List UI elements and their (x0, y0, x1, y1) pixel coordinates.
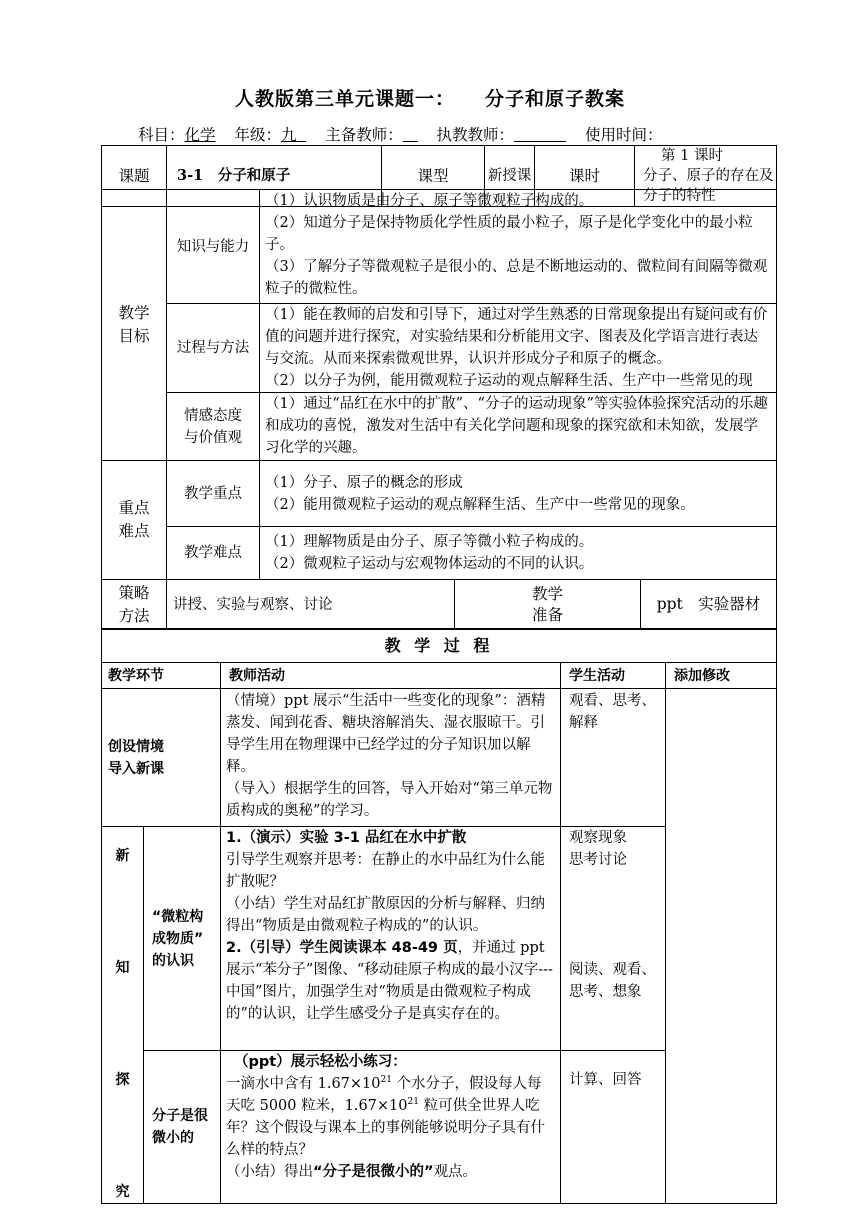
new-char-2: 知 (115, 960, 130, 976)
hours-line1: 第 1 课时 (661, 148, 723, 164)
knowledge-item-1: （1）认识物质是由分子、原子等微观粒子构成的。 (265, 193, 594, 209)
exec-teacher-label: 执教教师： (436, 126, 515, 144)
difficulty-text (260, 527, 777, 580)
focus-text (260, 461, 777, 527)
emotion-label (167, 393, 260, 461)
micro-s1-1: 观察现象 (569, 830, 627, 846)
process-text (260, 304, 777, 393)
subject-label: 科目： (138, 126, 185, 144)
use-time-label: 使用时间： (584, 126, 663, 144)
micro-t1-summary: （小结）学生对品红扩散原因的分析与解释、归纳得出“物质是由微观粒子构成的”的认识。 (226, 896, 545, 934)
intro-stage-1: 创设情境 (108, 738, 164, 755)
micro-teacher (221, 827, 561, 1051)
small-student: 计算、回答 (561, 1051, 666, 1204)
emotion-text (260, 393, 777, 461)
intro-stage-2: 导入新课 (108, 760, 164, 777)
new-knowledge-label (102, 827, 144, 1204)
small-t-b: 个水分子，假设每人每天吃 5000 粒米，1.67×10 (226, 1076, 542, 1115)
new-char-1: 新 (115, 848, 130, 864)
small-teacher (221, 1051, 561, 1204)
col-notes: 添加修改 (666, 663, 777, 689)
difficulty-label: 教学难点 (167, 527, 260, 580)
small-exp-1: 21 (380, 1075, 392, 1086)
micro-t2-body: ，并通过 ppt 展示“苯分子”图像、“移动硅原子构成的最小汉字---中国”图片，加强学生对“物质是由微观粒子构成的”的认识，让学生感受分子是真实存在的。 (226, 940, 553, 1022)
process-item-2: （2）以分子为例，能用微观粒子运动的观点解释生活、生产中一些常见的现 (265, 373, 753, 389)
small-label-1: 分子是很 (152, 1108, 208, 1125)
small-label (144, 1051, 221, 1204)
knowledge-label: 知识与能力 (167, 190, 260, 304)
knowledge-item-2: （2）知道分子是保持物质化学性质的最小粒子，原子是化学变化中的最小粒子。 (265, 215, 753, 253)
meta-line (138, 123, 663, 145)
small-t-c: 粒可供全世界人吃年？这个假设与课本上的事例能够说明分子具有什么样的特点？ (226, 1098, 545, 1159)
page-title (0, 84, 860, 111)
col-student: 学生活动 (561, 663, 666, 689)
type-label: 课型 (382, 146, 485, 207)
focus-item-1: （1）分子、原子的概念的形成 (265, 474, 463, 491)
micro-s2-1: 阅读、观看、 (569, 962, 656, 978)
micro-t2-title: 2.（引导）学生阅读课本 48-49 页 (226, 940, 458, 956)
small-exp-2: 21 (407, 1097, 419, 1108)
micro-t1-title: 1.（演示）实验 3-1 品红在水中扩散 (226, 830, 467, 846)
small-label-2: 微小的 (152, 1130, 194, 1147)
new-char-4: 究 (115, 1184, 130, 1200)
process-title: 教 学 过 程 (102, 629, 777, 663)
goals-label-text: 教学目标 (118, 304, 150, 345)
intro-student: 观看、思考、解释 (561, 689, 666, 827)
hours-line2: 分子、原子的存在及分子的特性 (643, 168, 774, 204)
prep-label-1: 教学 (531, 584, 563, 603)
small-t-title: （ppt）展示轻松小练习： (234, 1054, 407, 1071)
strategy-label (102, 580, 167, 630)
micro-label (144, 827, 221, 1051)
process-label: 过程与方法 (167, 304, 260, 393)
micro-label-1: “微粒构 (152, 908, 204, 925)
main-teacher-blank (403, 126, 418, 144)
micro-t1-body: 引导学生观察并思考：在静止的水中品红为什么能扩散呢？ (226, 852, 545, 890)
intro-teacher (221, 689, 561, 827)
notes-cell (666, 689, 777, 1204)
keypoints-label (102, 461, 167, 580)
emotion-item-1: （1）通过“品红在水中的扩散”、“分子的运动现象”等实验体验探究活动的乐趣和成功的喜悦，激发对生活中有关化学问题和现象的探究欲和未知欲，发展学习化学的兴趣。 (265, 396, 768, 456)
prep-label (455, 580, 641, 630)
difficulty-item-1: （1）理解物质是由分子、原子等微小粒子构成的。 (265, 534, 594, 550)
emotion-label-1: 情感态度 (184, 407, 242, 424)
keypoints-label-text: 重点难点 (118, 499, 150, 540)
hours-label: 课时 (569, 166, 601, 185)
process-table (101, 628, 777, 1204)
topic-label: 课题 (102, 146, 167, 207)
subject-value: 化学 (184, 126, 216, 144)
emotion-label-2: 与价值观 (184, 429, 242, 446)
micro-student (561, 827, 666, 1051)
intro-stage (102, 689, 221, 827)
small-summary-b: “分子是很微小的” (313, 1164, 434, 1181)
focus-label: 教学重点 (167, 461, 260, 527)
title-left: 人教版第三单元课题一： (234, 88, 455, 110)
micro-label-2: 成物质” (152, 930, 204, 947)
goals-table (101, 189, 777, 630)
grade-label: 年级： (234, 126, 281, 144)
goals-label (102, 190, 167, 461)
col-stage: 教学环节 (102, 663, 221, 689)
micro-s1-2: 思考讨论 (569, 852, 627, 868)
focus-item-2: （2）能用微观粒子运动的观点解释生活、生产中一些常见的现象。 (265, 496, 695, 513)
strategy-value: 讲授、实验与观察、讨论 (167, 580, 455, 630)
small-summary-a: （小结）得出 (226, 1164, 313, 1181)
prep-value: ppt 实验器材 (641, 580, 777, 630)
knowledge-item-3: （3）了解分子等微观粒子是很小的、总是不断地运动的、微粒间有间隔等微观粒子的微粒性。 (265, 259, 768, 297)
topic-value: 3-1 分子和原子 (167, 146, 382, 207)
prep-label-2: 准备 (531, 605, 563, 624)
grade-value: 九 (280, 126, 297, 144)
new-char-3: 探 (115, 1072, 130, 1088)
small-t-a: 一滴水中含有 1.67×10 (226, 1076, 381, 1093)
small-summary-c: 观点。 (433, 1164, 478, 1181)
process-item-1: （1）能在教师的启发和引导下，通过对学生熟悉的日常现象提出有疑问或有价值的问题并进行探究，对实验结果和分析能用文字、图表及化学语言进行表达与交流。从而来探索微观世界，认识并形成分子和原子的概念。 (265, 307, 768, 367)
title-right: 分子和原子教案 (485, 88, 626, 110)
micro-s2-2: 思考、想象 (569, 984, 642, 1000)
col-teacher: 教师活动 (221, 663, 561, 689)
intro-teacher-2: （导入）根据学生的回答，导入开始对“第三单元物质构成的奥秘”的学习。 (226, 781, 553, 819)
intro-teacher-1: （情境）ppt 展示“生活中一些变化的现象”：酒精蒸发、闻到花香、糖块溶解消失、湿衣服晾干。引导学生用在物理课中已经学过的分子知识加以解释。 (226, 693, 546, 775)
type-value: 新授课 (485, 146, 535, 207)
difficulty-item-2: （2）微观粒子运动与宏观物体运动的不同的认识。 (265, 556, 594, 572)
micro-label-3: 的认识 (152, 952, 194, 969)
knowledge-text (260, 190, 777, 304)
strategy-label-text: 策略方法 (118, 583, 150, 625)
exec-teacher-blank (514, 127, 566, 142)
main-teacher-label: 主备教师： (325, 126, 403, 144)
